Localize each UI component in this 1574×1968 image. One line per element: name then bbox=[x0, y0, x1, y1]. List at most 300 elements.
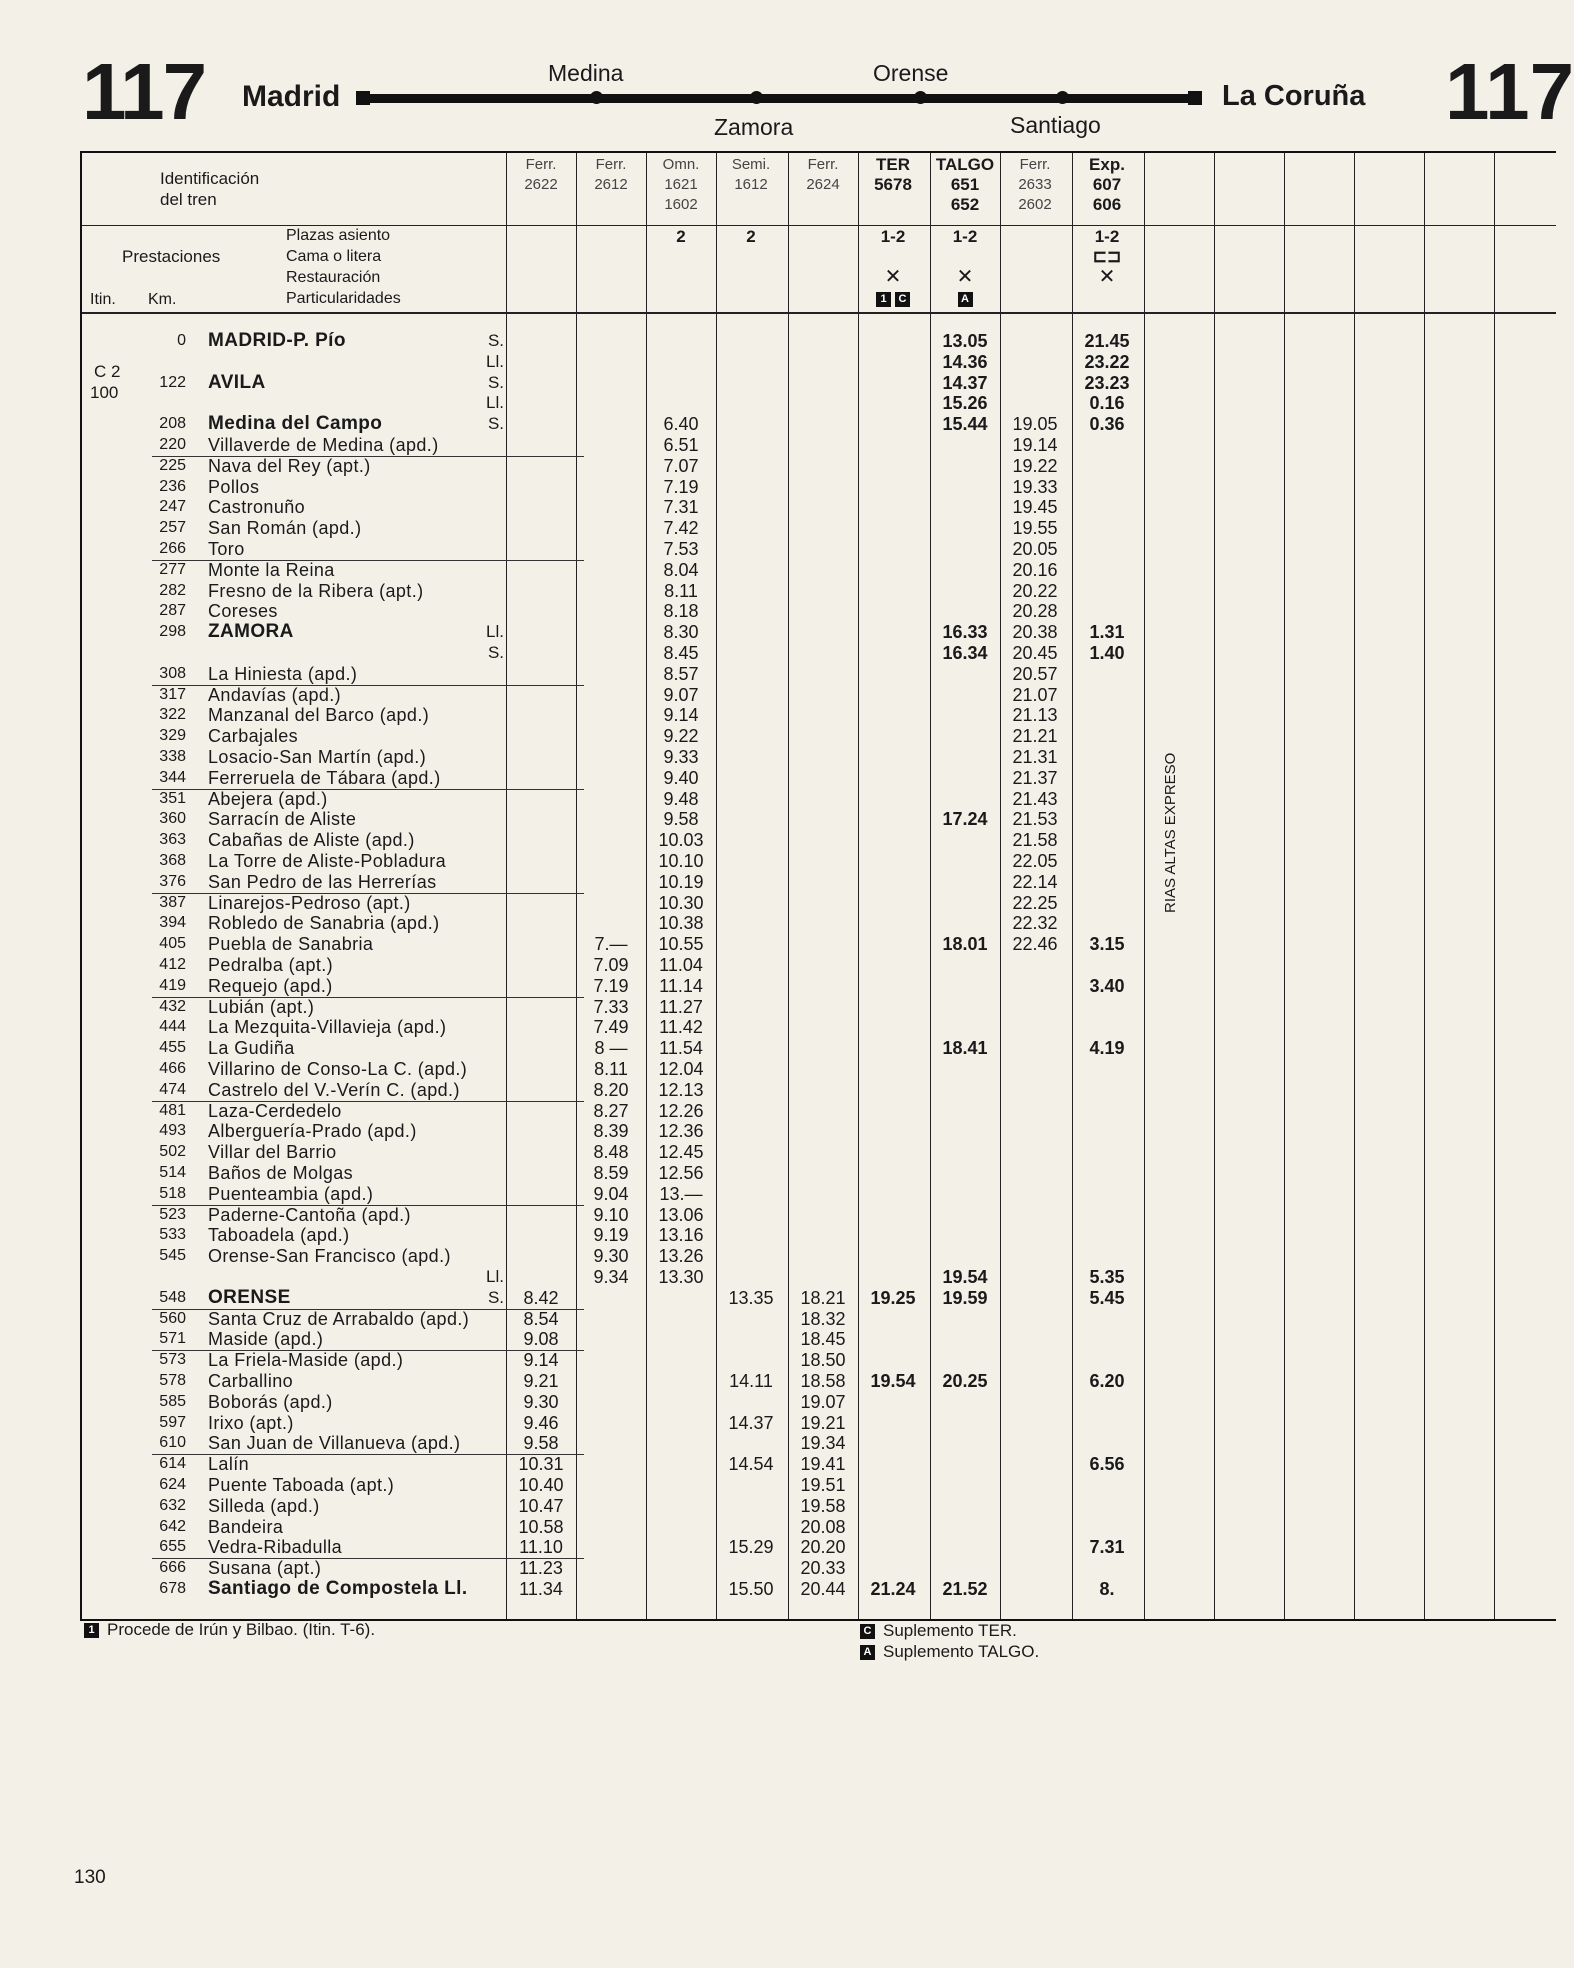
row-km: 678 bbox=[159, 1580, 186, 1597]
row-time: 19.25 bbox=[870, 1287, 916, 1308]
row-time: 8.20 bbox=[593, 1079, 629, 1100]
row-time: 10.47 bbox=[518, 1495, 564, 1516]
table-row bbox=[82, 539, 1556, 560]
row-time: 18.50 bbox=[800, 1350, 846, 1371]
particularidades-icons bbox=[858, 289, 928, 309]
row-time: 9.14 bbox=[523, 1350, 559, 1371]
row-km: 578 bbox=[159, 1372, 186, 1389]
row-time: 8.04 bbox=[663, 559, 699, 580]
row-station: Coreses bbox=[208, 601, 278, 622]
row-km: 642 bbox=[159, 1517, 186, 1535]
row-time: 11.54 bbox=[659, 1038, 703, 1059]
note-a-icon: A bbox=[958, 292, 973, 307]
train-plazas: 1-2 bbox=[880, 227, 906, 246]
table-row bbox=[82, 1517, 1556, 1538]
row-time: 22.05 bbox=[1012, 851, 1058, 871]
row-station: Requejo (apd.) bbox=[208, 975, 333, 996]
table-row bbox=[82, 1038, 1556, 1059]
footnote-a-text: Suplemento TALGO. bbox=[883, 1642, 1040, 1661]
row-time: 21.07 bbox=[1012, 684, 1058, 705]
row-km: 466 bbox=[159, 1060, 186, 1077]
row-time: 12.36 bbox=[658, 1121, 704, 1142]
row-km: 376 bbox=[159, 872, 186, 890]
row-station: La Gudiña bbox=[208, 1038, 295, 1059]
table-row bbox=[82, 1371, 1556, 1392]
row-km: 317 bbox=[159, 685, 186, 703]
table-row bbox=[82, 1475, 1556, 1496]
row-time: 8. bbox=[1099, 1579, 1115, 1599]
row-time: 18.41 bbox=[942, 1038, 988, 1059]
row-time: 20.57 bbox=[1012, 663, 1058, 684]
row-time: 20.25 bbox=[942, 1371, 988, 1391]
row-time: 9.07 bbox=[663, 684, 699, 705]
row-time: 20.45 bbox=[1012, 643, 1058, 663]
row-time: 21.53 bbox=[1012, 809, 1058, 830]
row-station: Orense-San Francisco (apd.) bbox=[208, 1246, 451, 1267]
row-time: 9.14 bbox=[663, 705, 699, 726]
table-row bbox=[82, 1205, 1556, 1226]
note-c-icon: C bbox=[895, 292, 910, 307]
row-time: 1.40 bbox=[1089, 643, 1125, 663]
row-time: 7.49 bbox=[593, 1017, 629, 1038]
row-km: 481 bbox=[159, 1101, 186, 1119]
train-type: Ferr. bbox=[807, 156, 839, 173]
train-num2: 1602 bbox=[664, 196, 698, 213]
row-km: 655 bbox=[159, 1538, 186, 1556]
row-station: Ferreruela de Tábara (apd.) bbox=[208, 767, 441, 788]
row-station: Baños de Molgas bbox=[208, 1163, 354, 1183]
train-num2 bbox=[506, 195, 576, 215]
row-km: 610 bbox=[159, 1434, 186, 1452]
row-time: 7.07 bbox=[663, 455, 699, 476]
row-time: 19.45 bbox=[1012, 497, 1058, 518]
row-time: 9.48 bbox=[663, 788, 699, 809]
row-time: 22.25 bbox=[1012, 892, 1058, 913]
row-km: 282 bbox=[159, 581, 186, 599]
row-station: Boborás (apd.) bbox=[208, 1391, 333, 1412]
row-station: La Friela-Maside (apd.) bbox=[208, 1350, 404, 1371]
row-km: 514 bbox=[159, 1164, 186, 1181]
row-time: 19.51 bbox=[800, 1475, 846, 1495]
table-row bbox=[82, 1537, 1556, 1558]
row-time: 10.03 bbox=[658, 830, 704, 851]
table-row bbox=[82, 1579, 1556, 1600]
row-arrival-departure: Ll. bbox=[486, 622, 504, 642]
row-km: 560 bbox=[159, 1309, 186, 1327]
table-row bbox=[82, 1267, 1556, 1288]
row-km: 287 bbox=[159, 602, 186, 620]
row-station: Andavías (apd.) bbox=[208, 684, 342, 705]
row-station: Santiago de Compostela Ll. bbox=[208, 1578, 468, 1599]
row-time: 20.05 bbox=[1012, 539, 1058, 559]
row-time: 22.14 bbox=[1012, 871, 1058, 892]
row-km: 545 bbox=[159, 1247, 186, 1265]
row-arrival-departure: Ll. bbox=[486, 351, 504, 371]
row-station: La Hiniesta (apd.) bbox=[208, 663, 358, 684]
row-station: Monte la Reina bbox=[208, 559, 335, 580]
row-station: Fresno de la Ribera (apt.) bbox=[208, 580, 424, 601]
table-row bbox=[82, 414, 1556, 435]
table-row bbox=[82, 913, 1556, 934]
row-station: Puenteambia (apd.) bbox=[208, 1183, 374, 1204]
row-km: 0 bbox=[177, 332, 186, 349]
row-km: 368 bbox=[159, 852, 186, 869]
row-time: 14.36 bbox=[942, 351, 988, 372]
train-num2: 652 bbox=[950, 195, 980, 214]
train-header bbox=[646, 155, 716, 215]
row-time: 11.23 bbox=[519, 1558, 563, 1579]
train-plazas: 2 bbox=[676, 227, 686, 246]
row-time: 10.40 bbox=[518, 1475, 564, 1495]
origin-label: Madrid bbox=[242, 80, 341, 113]
row-time: 21.43 bbox=[1012, 788, 1058, 809]
row-time: 9.58 bbox=[523, 1433, 559, 1454]
row-time: 8.59 bbox=[593, 1163, 629, 1183]
row-time: 8.54 bbox=[523, 1308, 559, 1329]
row-time: 20.33 bbox=[800, 1558, 846, 1579]
row-time: 18.45 bbox=[800, 1329, 846, 1350]
bed-icon: ⊏⊐ bbox=[1092, 247, 1122, 266]
row-time: 10.10 bbox=[658, 851, 704, 871]
row-time: 15.29 bbox=[728, 1537, 774, 1558]
footnote-c-text: Suplemento TER. bbox=[883, 1621, 1017, 1640]
row-time: 19.34 bbox=[800, 1433, 846, 1454]
train-num: 2622 bbox=[524, 176, 558, 193]
train-header bbox=[506, 155, 576, 215]
row-time: 21.13 bbox=[1012, 705, 1058, 726]
train-num: 607 bbox=[1092, 175, 1122, 194]
row-km: 405 bbox=[159, 935, 186, 953]
row-arrival-departure: S. bbox=[487, 1287, 504, 1307]
table-number-right: 117 bbox=[1445, 47, 1574, 136]
row-km: 523 bbox=[159, 1205, 186, 1223]
table-row bbox=[82, 893, 1556, 914]
row-time: 12.04 bbox=[658, 1059, 704, 1079]
train-num2 bbox=[716, 195, 786, 215]
table-row bbox=[82, 1101, 1556, 1122]
row-station: Sarracín de Aliste bbox=[208, 809, 357, 830]
row-km: 225 bbox=[159, 456, 186, 474]
train-plazas: 2 bbox=[746, 227, 756, 246]
row-time: 10.38 bbox=[658, 913, 704, 934]
table-row bbox=[82, 456, 1556, 477]
row-time: 16.33 bbox=[942, 622, 988, 643]
row-station: Lubián (apt.) bbox=[208, 996, 315, 1017]
row-time: 18.32 bbox=[800, 1308, 846, 1329]
row-time: 8.48 bbox=[593, 1142, 629, 1163]
row-km: 236 bbox=[159, 477, 186, 495]
table-row bbox=[82, 1080, 1556, 1101]
train-num: 2624 bbox=[806, 176, 840, 193]
table-row bbox=[82, 1142, 1556, 1163]
table-row bbox=[82, 685, 1556, 706]
via-medina: Medina bbox=[548, 60, 624, 86]
row-km: 247 bbox=[159, 498, 186, 516]
train-type: Omn. bbox=[662, 156, 700, 173]
row-km: 363 bbox=[159, 831, 186, 849]
row-km: 455 bbox=[159, 1039, 186, 1057]
row-km: 387 bbox=[159, 893, 186, 911]
train-type: TER bbox=[876, 155, 910, 174]
row-time: 13.05 bbox=[942, 331, 988, 351]
row-time: 13.16 bbox=[658, 1225, 704, 1246]
row-time: 13.30 bbox=[658, 1267, 704, 1287]
train-header bbox=[1000, 155, 1070, 215]
row-station: Puente Taboada (apt.) bbox=[208, 1475, 395, 1495]
row-time: 19.33 bbox=[1012, 476, 1058, 497]
row-km: 122 bbox=[159, 373, 186, 391]
row-time: 20.20 bbox=[800, 1537, 846, 1558]
row-time: 19.41 bbox=[800, 1454, 846, 1475]
table-row bbox=[82, 581, 1556, 602]
restaurant-icon: ✕ bbox=[1098, 266, 1116, 288]
train-type: TALGO bbox=[935, 155, 995, 174]
row-time: 21.52 bbox=[942, 1579, 988, 1599]
train-num: 1621 bbox=[664, 176, 698, 193]
row-arrival-departure: S. bbox=[487, 414, 504, 434]
row-km: 533 bbox=[159, 1226, 186, 1244]
row-station: Irixo (apt.) bbox=[208, 1412, 294, 1433]
row-time: 15.26 bbox=[942, 393, 988, 414]
row-time: 8.39 bbox=[593, 1121, 629, 1142]
row-km: 585 bbox=[159, 1392, 186, 1410]
row-time: 9.30 bbox=[593, 1246, 629, 1267]
row-km: 624 bbox=[159, 1476, 186, 1493]
table-row bbox=[82, 1454, 1556, 1475]
table-row bbox=[82, 1059, 1556, 1080]
table-row bbox=[82, 560, 1556, 581]
row-time: 19.21 bbox=[800, 1412, 846, 1433]
row-time: 9.46 bbox=[523, 1412, 559, 1433]
row-station: Cabañas de Aliste (apd.) bbox=[208, 830, 415, 851]
row-time: 5.45 bbox=[1089, 1287, 1125, 1308]
train-num: 2612 bbox=[594, 176, 628, 193]
row-time: 9.22 bbox=[663, 726, 699, 747]
row-time: 9.40 bbox=[663, 767, 699, 788]
table-row bbox=[82, 768, 1556, 789]
row-time: 21.24 bbox=[870, 1579, 916, 1599]
row-time: 21.31 bbox=[1012, 747, 1058, 767]
table-row bbox=[82, 497, 1556, 518]
train-plazas: 1-2 bbox=[1094, 227, 1120, 246]
table-row bbox=[82, 1392, 1556, 1413]
row-km: 548 bbox=[159, 1288, 186, 1306]
row-time: 9.10 bbox=[593, 1204, 629, 1225]
page-number: 130 bbox=[74, 1867, 106, 1888]
table-row bbox=[82, 1496, 1556, 1517]
row-km: 338 bbox=[159, 748, 186, 765]
particularidades-label: Particularidades bbox=[286, 290, 401, 307]
row-km: 277 bbox=[159, 560, 186, 578]
table-row bbox=[82, 726, 1556, 747]
row-time: 19.58 bbox=[800, 1495, 846, 1516]
row-time: 20.38 bbox=[1012, 622, 1058, 643]
table-row bbox=[82, 705, 1556, 726]
train-header bbox=[788, 155, 858, 215]
row-time: 8.27 bbox=[593, 1100, 629, 1121]
row-km: 419 bbox=[159, 976, 186, 994]
row-time: 9.34 bbox=[593, 1267, 629, 1287]
train-header bbox=[576, 155, 646, 215]
train-type: Ferr. bbox=[1019, 156, 1051, 173]
row-time: 10.19 bbox=[658, 871, 704, 892]
row-km: 360 bbox=[159, 810, 186, 828]
table-row bbox=[82, 1246, 1556, 1267]
row-km: 493 bbox=[159, 1122, 186, 1140]
table-row bbox=[82, 1433, 1556, 1454]
row-time: 7.31 bbox=[1089, 1537, 1125, 1558]
row-time: 10.30 bbox=[658, 892, 704, 913]
row-time: 20.28 bbox=[1012, 601, 1058, 622]
row-station: Taboadela (apd.) bbox=[208, 1225, 350, 1246]
row-station: Manzanal del Barco (apd.) bbox=[208, 705, 430, 726]
row-time: 21.21 bbox=[1012, 726, 1058, 747]
train-num: 1612 bbox=[734, 176, 768, 193]
table-row bbox=[82, 1288, 1556, 1309]
table-row bbox=[82, 1413, 1556, 1434]
table-row bbox=[82, 1163, 1556, 1184]
row-km: 329 bbox=[159, 727, 186, 745]
row-arrival-departure: Ll. bbox=[486, 393, 504, 413]
row-time: 7.19 bbox=[593, 975, 629, 996]
train-header bbox=[930, 155, 1000, 215]
row-time: 11.27 bbox=[659, 996, 703, 1017]
row-km: 502 bbox=[159, 1143, 186, 1161]
row-time: 11.42 bbox=[659, 1017, 703, 1038]
row-km: 322 bbox=[159, 706, 186, 724]
row-station: San Román (apd.) bbox=[208, 518, 362, 539]
row-time: 20.44 bbox=[800, 1579, 846, 1599]
row-time: 8.18 bbox=[663, 601, 699, 622]
row-station: Maside (apd.) bbox=[208, 1329, 324, 1350]
row-km: 474 bbox=[159, 1080, 186, 1098]
row-time: 19.59 bbox=[942, 1287, 988, 1308]
row-time: 21.58 bbox=[1012, 830, 1058, 851]
row-km: 614 bbox=[159, 1455, 186, 1473]
row-station: Puebla de Sanabria bbox=[208, 934, 374, 955]
row-time: 14.37 bbox=[942, 372, 988, 393]
row-time: 6.40 bbox=[663, 414, 699, 435]
row-time: 6.51 bbox=[663, 435, 699, 455]
row-station: Toro bbox=[208, 539, 245, 559]
row-km: 298 bbox=[159, 623, 186, 641]
row-km: 266 bbox=[159, 540, 186, 557]
row-station: Laza-Cerdedelo bbox=[208, 1100, 342, 1121]
row-time: 11.34 bbox=[519, 1579, 563, 1599]
row-time: 8.42 bbox=[523, 1287, 559, 1308]
row-time: 8.11 bbox=[664, 580, 698, 601]
rias-altas-note: RIAS ALTAS EXPRESO bbox=[1162, 752, 1179, 913]
row-km: 257 bbox=[159, 519, 186, 537]
footnote-1-text: Procede de Irún y Bilbao. (Itin. T-6). bbox=[107, 1620, 376, 1639]
row-km: 394 bbox=[159, 914, 186, 932]
table-row bbox=[82, 830, 1556, 851]
row-time: 18.58 bbox=[800, 1371, 846, 1391]
row-station: La Mezquita-Villavieja (apd.) bbox=[208, 1017, 447, 1038]
row-time: 0.36 bbox=[1089, 414, 1125, 435]
row-time: 15.44 bbox=[942, 414, 988, 435]
table-row bbox=[82, 976, 1556, 997]
destination-label: La Coruña bbox=[1222, 80, 1366, 112]
row-time: 7.31 bbox=[663, 497, 699, 518]
table-row bbox=[82, 1184, 1556, 1205]
row-time: 3.15 bbox=[1089, 934, 1125, 955]
row-time: 3.40 bbox=[1089, 975, 1125, 996]
row-time: 7.09 bbox=[593, 955, 629, 975]
row-time: 18.01 bbox=[942, 934, 988, 955]
row-station: Medina del Campo bbox=[208, 413, 383, 435]
restauracion-label: Restauración bbox=[286, 269, 381, 286]
row-time: 6.20 bbox=[1089, 1371, 1125, 1391]
row-km: 444 bbox=[159, 1018, 186, 1036]
row-time: 9.19 bbox=[593, 1225, 629, 1246]
train-type: Exp. bbox=[1089, 155, 1125, 174]
table-row bbox=[82, 851, 1556, 872]
km-label: Km. bbox=[148, 291, 177, 308]
row-km: 220 bbox=[159, 436, 186, 453]
table-row bbox=[82, 747, 1556, 768]
train-header bbox=[716, 155, 786, 215]
train-num2: 2602 bbox=[1018, 196, 1052, 213]
table-row bbox=[82, 789, 1556, 810]
row-time: 12.26 bbox=[658, 1100, 704, 1121]
table-row bbox=[82, 1350, 1556, 1371]
train-num2 bbox=[858, 195, 928, 215]
row-station: AVILA bbox=[208, 371, 266, 393]
train-type: Ferr. bbox=[595, 156, 627, 173]
table-row bbox=[82, 1225, 1556, 1246]
row-station: Villar del Barrio bbox=[208, 1142, 337, 1163]
row-station: Susana (apt.) bbox=[208, 1558, 322, 1579]
table-row bbox=[82, 934, 1556, 955]
train-num: 5678 bbox=[874, 175, 912, 194]
train-type: Semi. bbox=[731, 156, 771, 173]
row-station: Vedra-Ribadulla bbox=[208, 1537, 343, 1558]
train-header bbox=[1072, 155, 1142, 215]
identificacion-label: Identificación bbox=[160, 169, 260, 188]
footnote-1 bbox=[84, 1620, 375, 1640]
row-time: 22.32 bbox=[1012, 913, 1058, 934]
row-time: 12.13 bbox=[658, 1079, 704, 1100]
row-time: 13.06 bbox=[658, 1204, 704, 1225]
row-time: 14.37 bbox=[728, 1412, 774, 1433]
train-type: Ferr. bbox=[525, 156, 557, 173]
row-station: ORENSE bbox=[208, 1286, 291, 1308]
row-time: 19.22 bbox=[1012, 455, 1058, 476]
row-time: 11.14 bbox=[659, 975, 703, 996]
footnotes-supplements bbox=[860, 1620, 1039, 1662]
train-num: 2633 bbox=[1018, 176, 1052, 193]
row-time: 8.57 bbox=[663, 663, 699, 684]
row-station: Castronuño bbox=[208, 497, 306, 518]
table-row bbox=[82, 955, 1556, 976]
row-station: Silleda (apd.) bbox=[208, 1495, 320, 1516]
row-time: 4.19 bbox=[1089, 1038, 1125, 1059]
row-station: Carballino bbox=[208, 1371, 294, 1391]
row-station: San Pedro de las Herrerías bbox=[208, 871, 437, 892]
table-row bbox=[82, 809, 1556, 830]
row-station: Linarejos-Pedroso (apt.) bbox=[208, 892, 411, 913]
row-km: 432 bbox=[159, 997, 186, 1015]
row-km: 597 bbox=[159, 1413, 186, 1431]
note-c-icon: C bbox=[860, 1624, 875, 1639]
row-time: 10.58 bbox=[518, 1516, 564, 1537]
del-tren-label: del tren bbox=[160, 190, 217, 209]
row-time: 20.22 bbox=[1012, 580, 1058, 601]
row-time: 11.04 bbox=[659, 955, 703, 975]
row-time: 11.10 bbox=[519, 1537, 563, 1558]
row-time: 9.30 bbox=[523, 1391, 559, 1412]
